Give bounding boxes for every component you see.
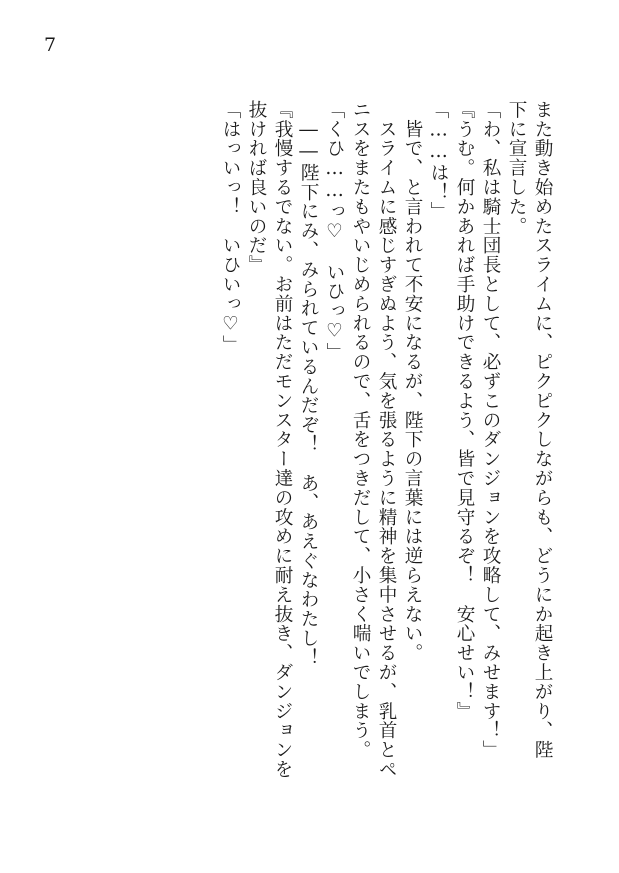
text-line: 抜ければ良いのだ』 [246, 100, 267, 275]
text-line: 『うむ。何かあれば手助けできるよう、皆で見守るぞ！ 安心せい！』 [454, 100, 475, 721]
page-number: 7 [44, 34, 57, 56]
text-line: 皆で、と言われて不安になるが、陛下の言葉には逆らえない。 [402, 100, 423, 663]
vertical-body-text [217, 100, 555, 840]
text-line: 『我慢するでない。お前はただモンスター達の攻めに耐え抜き、ダンジョンを [272, 100, 293, 779]
text-line: 「はっいっ！ いひいっ♡」 [220, 100, 241, 355]
text-line: 下に宣言した。 [506, 100, 527, 236]
text-line: スライムに感じすぎぬよう、気を張るように精神を集中させるが、乳首とペ [376, 100, 397, 779]
text-line: また動き始めたスライムに、ピクピクしながらも、どうにか起き上がり、陛 [532, 100, 553, 760]
text-line: 「わ、私は騎士団長として、必ずこのダンジョンを攻略して、みせます！」 [480, 100, 501, 760]
text-line: ニスをまたもやいじめられるので、舌をつきだして、小さく喘いでしまう。 [350, 100, 371, 760]
text-line: 「くひ……っ♡ いひっ♡」 [324, 100, 345, 362]
text-line: 「……は！」 [428, 100, 449, 222]
text-line: ――陛下にみ、みられているんだぞ！ あ、あえぐなわたし！ [298, 100, 319, 668]
